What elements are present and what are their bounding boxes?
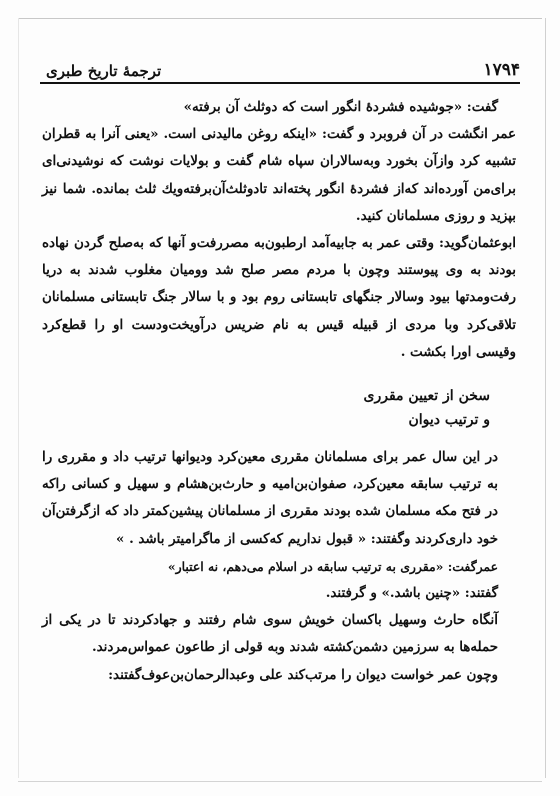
page-edge-left: [18, 18, 19, 778]
paragraph-3: ابوعثمان‌گوید: وقتی عمر به جابیه‌آمد ارطبون‌به مصررفت‌و آنها که به‌صلح گردن نهاده بودند به وی پیوستند وچون با مردم مصر صلح شد وومیان مغلوب شدند به دریا رفت‌ومدتها بیود وسالار جنگهای تابستانی روم بود و با سالار جنگ تابستانی مسلمانان تلاقی‌کرد وبا مردی از قبیله قیس به نام ضریس درآویخت‌ودست او را قطع‌کرد وقیسی اورا بکشت .: [42, 235, 516, 360]
paragraph-7: آنگاه حارث وسهیل باکسان خویش سوی شام رفتند و جهادکردند تا در یکی از حمله‌ها به سرزمین دشمن‌کشته شدند وبه قولی از طاعون عمواس‌مردند.: [42, 612, 498, 656]
page-edge-top: [18, 18, 542, 19]
page-body: [42, 94, 516, 689]
header-rule: [40, 82, 520, 84]
section-heading-line-2: و ترتیب دیوان: [408, 412, 490, 429]
paragraph-1: گفت: «جوشیده فشردهٔ انگور است که دوثلث آن برفته»: [183, 99, 498, 115]
paragraph-4: در این سال عمر برای مسلمانان مقرری معین‌کرد ودیوانها ترتیب داد و مقرری را به ترتیب سابقه معین‌کرد، صفوان‌بن‌امیه و حارث‌بن‌هشام و سهیل و کسانی راکه در فتح مکه مسلمان شده بودند مقرری از مسلمانان پیشین‌کمتر داد که ازگرفتن‌آن خود داری‌کردند وگفتند: « قبول نداریم که‌کسی از ماگرامیتر باشد . »: [42, 449, 498, 547]
section-heading-line-1: سخن از تعیین مقرری: [363, 388, 490, 405]
page-header: [40, 50, 520, 80]
paragraph-2: عمر انگشت در آن فروبرد و گفت: «اینکه روغن مالیدنی است. «یعنی آنرا به قطران تشبیه کرد وازآن بخورد وبه‌سالاران سپاه شام گفت و بولایات نوشت که نوشیدنی‌ای برای‌من آورده‌اند که‌از فشردهٔ انگور پخته‌اند تادوثلث‌آن‌برفته‌ویك ثلث بمانده. شما نیز بپزید و روزی مسلمانان کنید.: [42, 126, 516, 224]
page-number: ۱۷۹۴: [483, 60, 520, 80]
paragraph-8: وچون عمر خواست دیوان را مرتب‌کند علی وعبدالرحمان‌بن‌عوف‌گفتند:: [108, 666, 498, 683]
section-heading: [42, 384, 490, 432]
page-edge-right: [545, 18, 546, 778]
page-edge-bottom: [18, 781, 542, 782]
paragraph-5: عمرگفت: «مقرری به ترتیب سابقه در اسلام می‌دهم، نه اعتبار»: [167, 558, 498, 574]
paragraph-6: گفتند: «چنین باشد.» و گرفتند.: [325, 585, 498, 602]
running-title: ترجمهٔ تاریخ طبری: [46, 62, 162, 80]
